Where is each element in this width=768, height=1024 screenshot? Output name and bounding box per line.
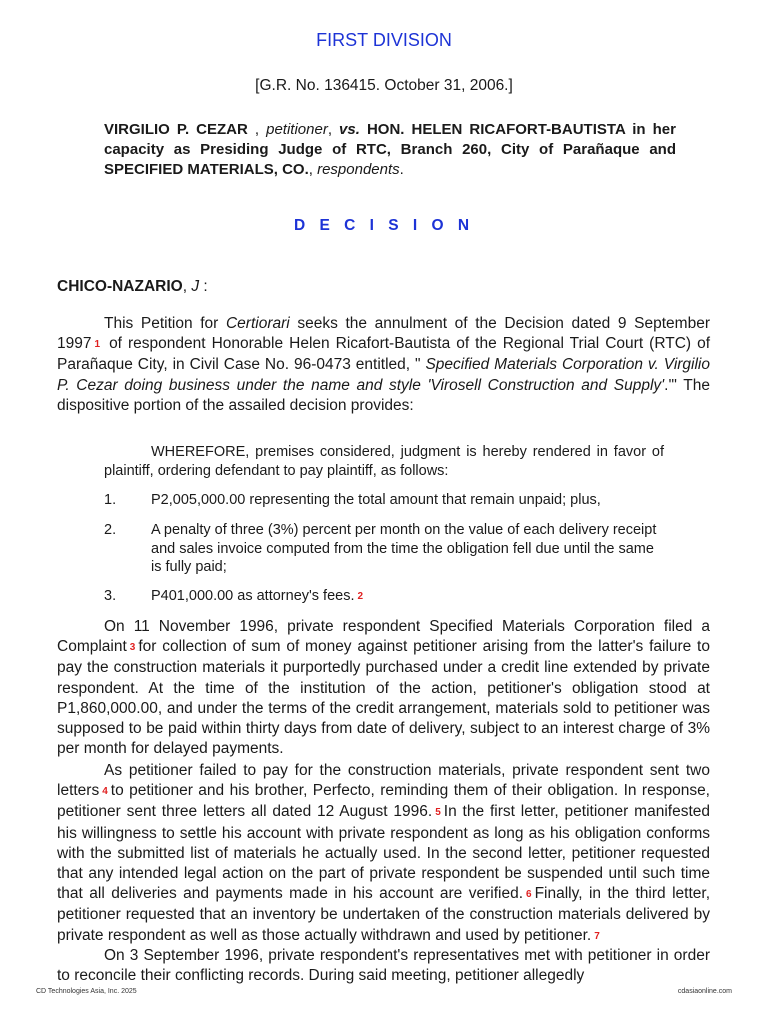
footnote-link-4[interactable]: 4 <box>102 786 108 798</box>
decision-heading: D E C I S I O N <box>293 217 475 234</box>
versus: vs. <box>339 121 360 138</box>
quote-item-number: 1. <box>104 492 117 508</box>
ponente: CHICO-NAZARIO, J : <box>57 278 208 295</box>
p1-text-c: of respondent Honorable Helen Ricafort-Bautista of the Regional Trial Court (RTC) of Parañaque City, in Civil Case No. 96-0473 entitled, " <box>57 335 710 374</box>
footer-site: cdasiaonline.com <box>677 988 732 995</box>
paragraph-2 <box>57 617 710 759</box>
respondent-role: respondents <box>317 161 400 178</box>
quote-item-number: 3. <box>104 588 117 604</box>
quote-item-text <box>151 587 664 607</box>
paragraph-4 <box>57 946 710 986</box>
quoted-dispositive <box>104 443 664 480</box>
footnote-link-3[interactable]: 3 <box>129 642 136 654</box>
respondent-names: HON. HELEN RICAFORT-BAUTISTA in her capacity as Presiding Judge of RTC, Branch 260, City of Parañaque and SPECIFIED MATERIALS, CO. <box>104 121 676 178</box>
p2-text-b: for collection of sum of money against petitioner arising from the latter's failure to pay the construction materials it purportedly purchased under a credit line extended by private respondent. At the time of the institution of the action, petitioner's obligation stood at P1,860,000.00, and under the terms of the credit arrangement, materials sold to petitioner was supposed to be paid within thirty days from date of delivery, subject to an interest charge of 3% per month for delayed payments. <box>57 638 710 758</box>
footnote-link-1[interactable]: 1 <box>94 339 101 351</box>
paragraph-1 <box>57 314 710 416</box>
quote-item-number: 2. <box>104 522 117 538</box>
paragraph-3 <box>57 761 710 947</box>
quote-item-text: A penalty of three (3%) percent per month on the value of each delivery receipt and sales invoice computed from the time the obligation fell due until the same is fully paid; <box>151 522 657 575</box>
footnote-link-5[interactable]: 5 <box>435 807 441 819</box>
p3-text-b: to petitioner and his brother, Perfecto, reminding them of their obligation. In response, petitioner sent three letters all dated 12 August 1996. <box>57 782 710 821</box>
p1-certiorari: Certiorari <box>225 315 290 332</box>
footnote-link-2[interactable]: 2 <box>357 591 364 602</box>
p3-text-a: As petitioner failed to pay for the construction materials, private respondent sent two letters <box>57 762 710 800</box>
petitioner-role: petitioner <box>266 121 328 138</box>
p2-text-a: On 11 November 1996, private respondent Specified Materials Corporation filed a Complaint <box>57 618 710 656</box>
footer-copyright: CD Technologies Asia, Inc. 2025 <box>36 988 137 995</box>
p3-text-c: In the first letter, petitioner manifested his willingness to settle his account with private respondent as long as his obligation conforms with the submitted list of materials he actually used. In the second letter, petitioner requested that any intended legal action on the part of private respondent be suspended until such time that all deliveries and payments made in his account are verified. <box>57 803 710 903</box>
p1-text-d: .'" The dispositive portion of the assailed decision provides: <box>57 376 710 414</box>
p1-text-a: This Petition for <box>104 315 226 332</box>
case-number: [G.R. No. 136415. October 31, 2006.] <box>255 77 513 94</box>
p4-text: On 3 September 1996, private respondent's representatives met with petitioner in order to reconcile their conflicting records. During said meeting, petitioner allegedly <box>57 947 710 985</box>
p1-case-title: Specified Materials Corporation v. Virgilio P. Cezar doing business under the name and style 'Virosell Construction and Supply' <box>57 356 710 394</box>
ponente-name: CHICO-NAZARIO <box>57 278 183 295</box>
footnote-link-6[interactable]: 6 <box>526 889 532 901</box>
footnote-link-7[interactable]: 7 <box>594 930 600 942</box>
quote-item-text: P2,005,000.00 representing the total amount that remain unpaid; plus, <box>151 492 601 508</box>
quote-item-3-text: P401,000.00 as attorney's fees. <box>151 588 355 604</box>
p3-text-d: Finally, in the third letter, petitioner requested that an inventory be undertaken of the construction materials delivered by private respondent as well as those actually withdrawn and used by petitioner. <box>57 885 710 944</box>
p1-text-b: seeks the annulment of the Decision dated 9 September 1997 <box>57 315 710 353</box>
case-parties: VIRGILIO P. CEZAR , petitioner, vs. HON. HELEN RICAFORT-BAUTISTA in her capacity as Presiding Judge of RTC, Branch 260, City of Parañaque and SPECIFIED MATERIALS, CO., respondents. <box>104 121 676 178</box>
petitioner-name: VIRGILIO P. CEZAR <box>104 121 248 138</box>
division-heading: FIRST DIVISION <box>316 30 452 50</box>
ponente-suffix: J <box>191 278 200 295</box>
quote-intro: WHEREFORE, premises considered, judgment is hereby rendered in favor of plaintiff, ordering defendant to pay plaintiff, as follows: <box>104 444 664 479</box>
